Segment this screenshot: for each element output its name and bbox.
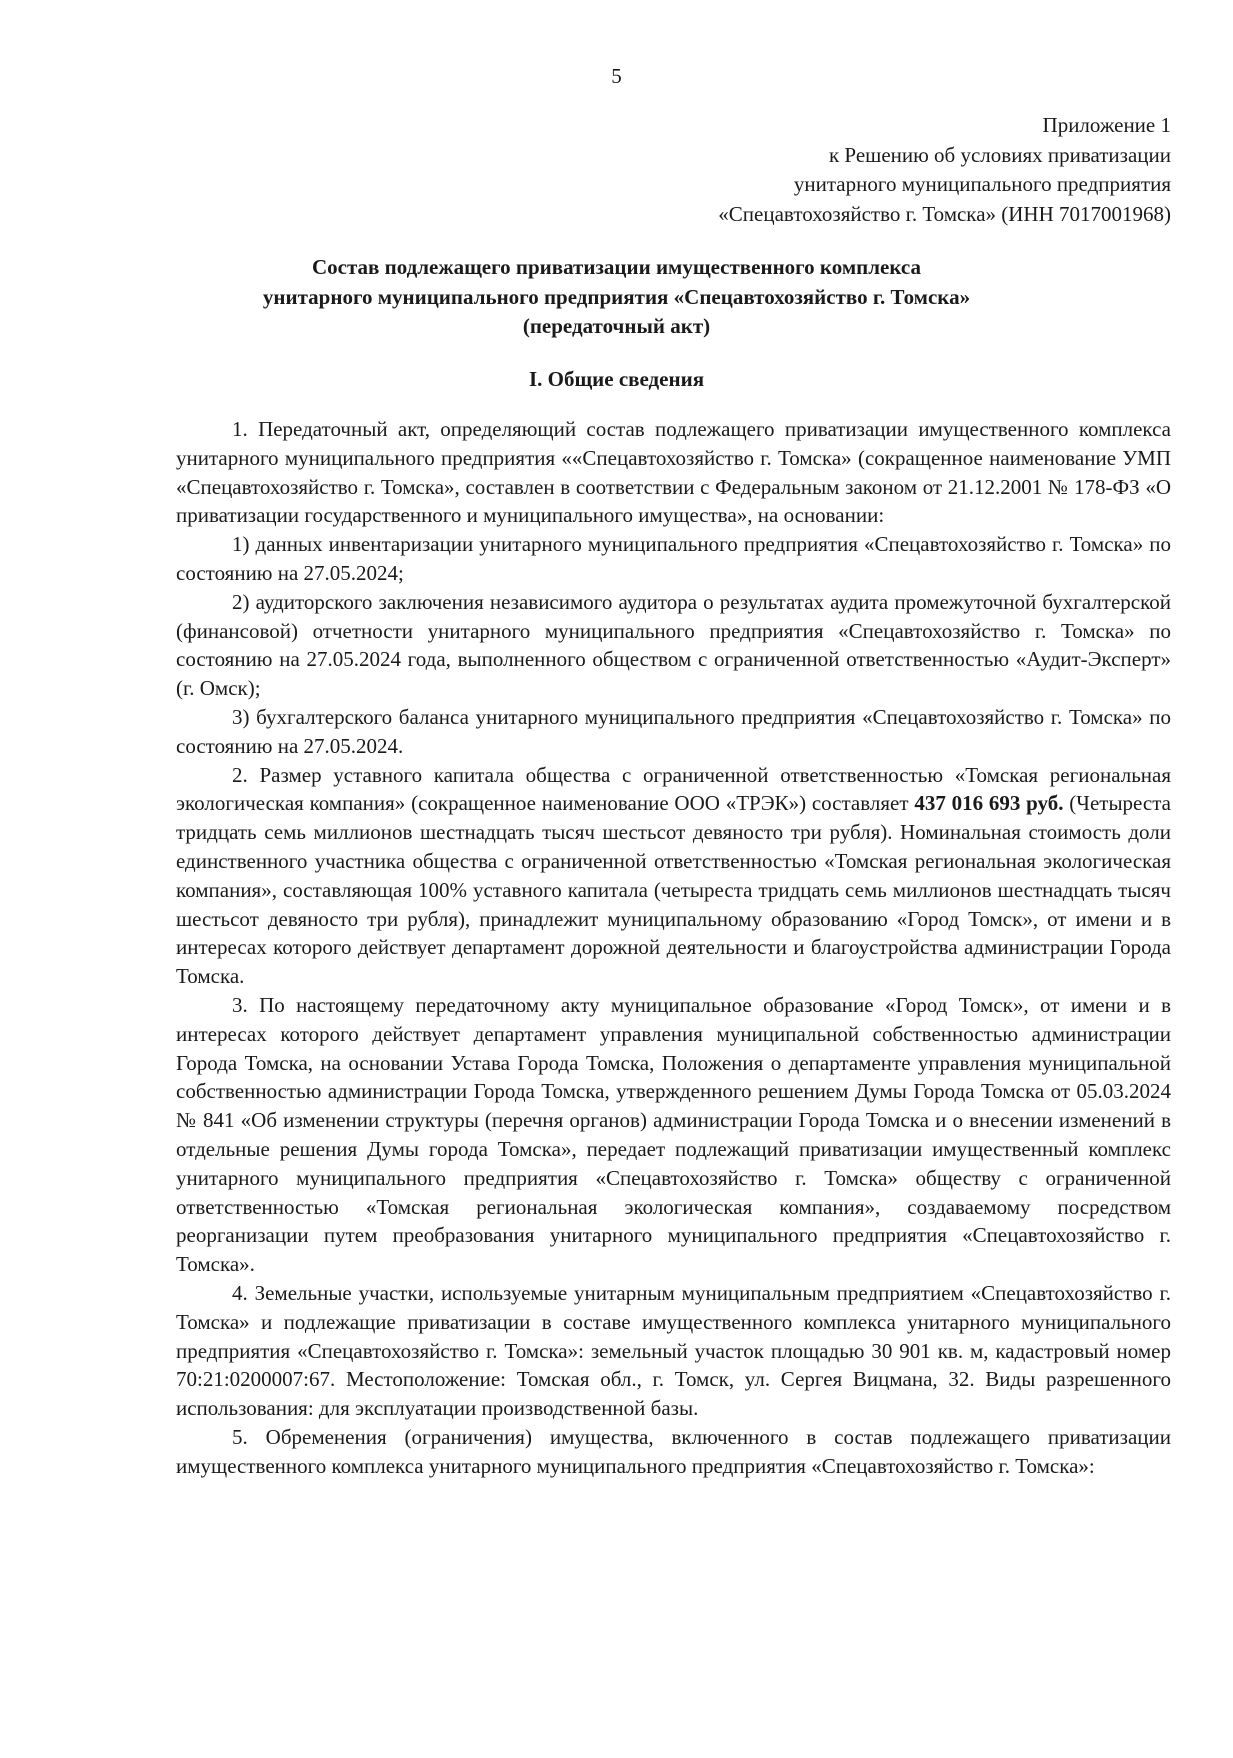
section-heading: I. Общие сведения xyxy=(528,367,705,391)
appendix-line-4: «Спецавтохозяйство г. Томска» (ИНН 7017001968) xyxy=(718,201,1171,226)
paragraph-1: 1. Передаточный акт, определяющий состав подлежащего приватизации имущественного комплекса унитарного муниципального предприятия ««Спецавтохозяйство г. Томска» (сокращенное наименование УМП «Спецавтохозяйство г. Томска», составлен в соответствии с Федеральным законом от 21.12.2001 № 178-ФЗ «О приватизации государственного и муниципального имущества», на основании: xyxy=(176,417,1171,528)
paragraph-1-item-1: 1) данных инвентаризации унитарного муниципального предприятия «Спецавтохозяйство г. Томска» по состоянию на 27.05.2024; xyxy=(176,532,1171,585)
document-body xyxy=(176,415,1171,1480)
document-title xyxy=(0,253,1233,342)
title-line-2: унитарного муниципального предприятия «Спецавтохозяйство г. Томска» xyxy=(262,284,971,309)
paragraph-5: 5. Обременения (ограничения) имущества, включенного в состав подлежащего приватизации имущественного комплекса унитарного муниципального предприятия «Спецавтохозяйство г. Томска»: xyxy=(176,1424,1171,1478)
title-line-3: (передаточный акт) xyxy=(522,314,711,338)
page-number: 5 xyxy=(611,64,622,88)
paragraph-2-text-start: 2. Размер уставного капитала общества с ограниченной ответственностью «Томская региональная экологическая компания» (сокращенное наименование ООО «ТРЭК») составляет xyxy=(176,762,1171,816)
paragraph-4: 4. Земельные участки, используемые унитарным муниципальным предприятием «Спецавтохозяйство г. Томска» и подлежащие приватизации в составе имущественного комплекса унитарного муниципального предприятия «Спецавтохозяйство г. Томска»: земельный участок площадью 30 901 кв. м, кадастровый номер 70:21:0200007:67. Местоположение: Томская обл., г. Томск, ул. Сергея Вицмана, 32. Виды разрешенного использования: для эксплуатации производственной базы. xyxy=(176,1280,1171,1421)
appendix-line-3: унитарного муниципального предприятия xyxy=(793,172,1171,196)
appendix-line-1: Приложение 1 xyxy=(1042,113,1171,137)
paragraph-1-item-3: 3) бухгалтерского баланса унитарного муниципального предприятия «Спецавтохозяйство г. Томска» по состоянию на 27.05.2024. xyxy=(176,704,1171,758)
paragraph-2 xyxy=(176,761,1171,991)
paragraph-1-item-2: 2) аудиторского заключения независимого аудитора о результатах аудита промежуточной бухгалтерской (финансовой) отчетности унитарного муниципального предприятия «Спецавтохозяйство г. Томска» по состоянию на 27.05.2024 года, выполненного обществом с ограниченной ответственностью «Аудит-Эксперт» (г. Омск); xyxy=(176,589,1171,701)
paragraph-2-text-end: (Четыреста тридцать семь миллионов шестнадцать тысяч шестьсот девяносто три рубля). Номинальная стоимость доли единственного участника общества с ограниченной ответственностью «Томская региональная экологическая компания», составляющая 100% уставного капитала (четыреста тридцать семь миллионов шестнадцать тысяч шестьсот девяносто три рубля), принадлежит муниципальному образованию «Город Томск», от имени и в интересах которого действует департамент дорожной деятельности и благоустройства администрации Города Томска. xyxy=(176,791,1171,989)
appendix-line-2: к Решению об условиях приватизации xyxy=(828,142,1171,167)
paragraph-3: 3. По настоящему передаточному акту муниципальное образование «Город Томск», от имени и в интересах которого действует департамент управления муниципальной собственностью администрации Города Томска, на основании Устава Города Томска, Положения о департаменте управления муниципальной собственностью администрации Города Томска, утвержденного решением Думы Города Томска от 05.03.2024 № 841 «Об изменении структуры (перечня органов) администрации Города Томска и о внесении изменений в отдельные решения Думы города Томска», передает подлежащий приватизации имущественный комплекс унитарного муниципального предприятия «Спецавтохозяйство г. Томска» обществу с ограниченной ответственностью «Томская региональная экологическая компания», создаваемому посредством реорганизации путем преобразования унитарного муниципального предприятия «Спецавтохозяйство г. Томска». xyxy=(176,992,1171,1277)
title-line-1: Состав подлежащего приватизации имущественного комплекса xyxy=(311,255,922,279)
appendix-header xyxy=(718,111,1171,229)
charter-capital-amount: 437 016 693 руб. xyxy=(914,791,1064,816)
